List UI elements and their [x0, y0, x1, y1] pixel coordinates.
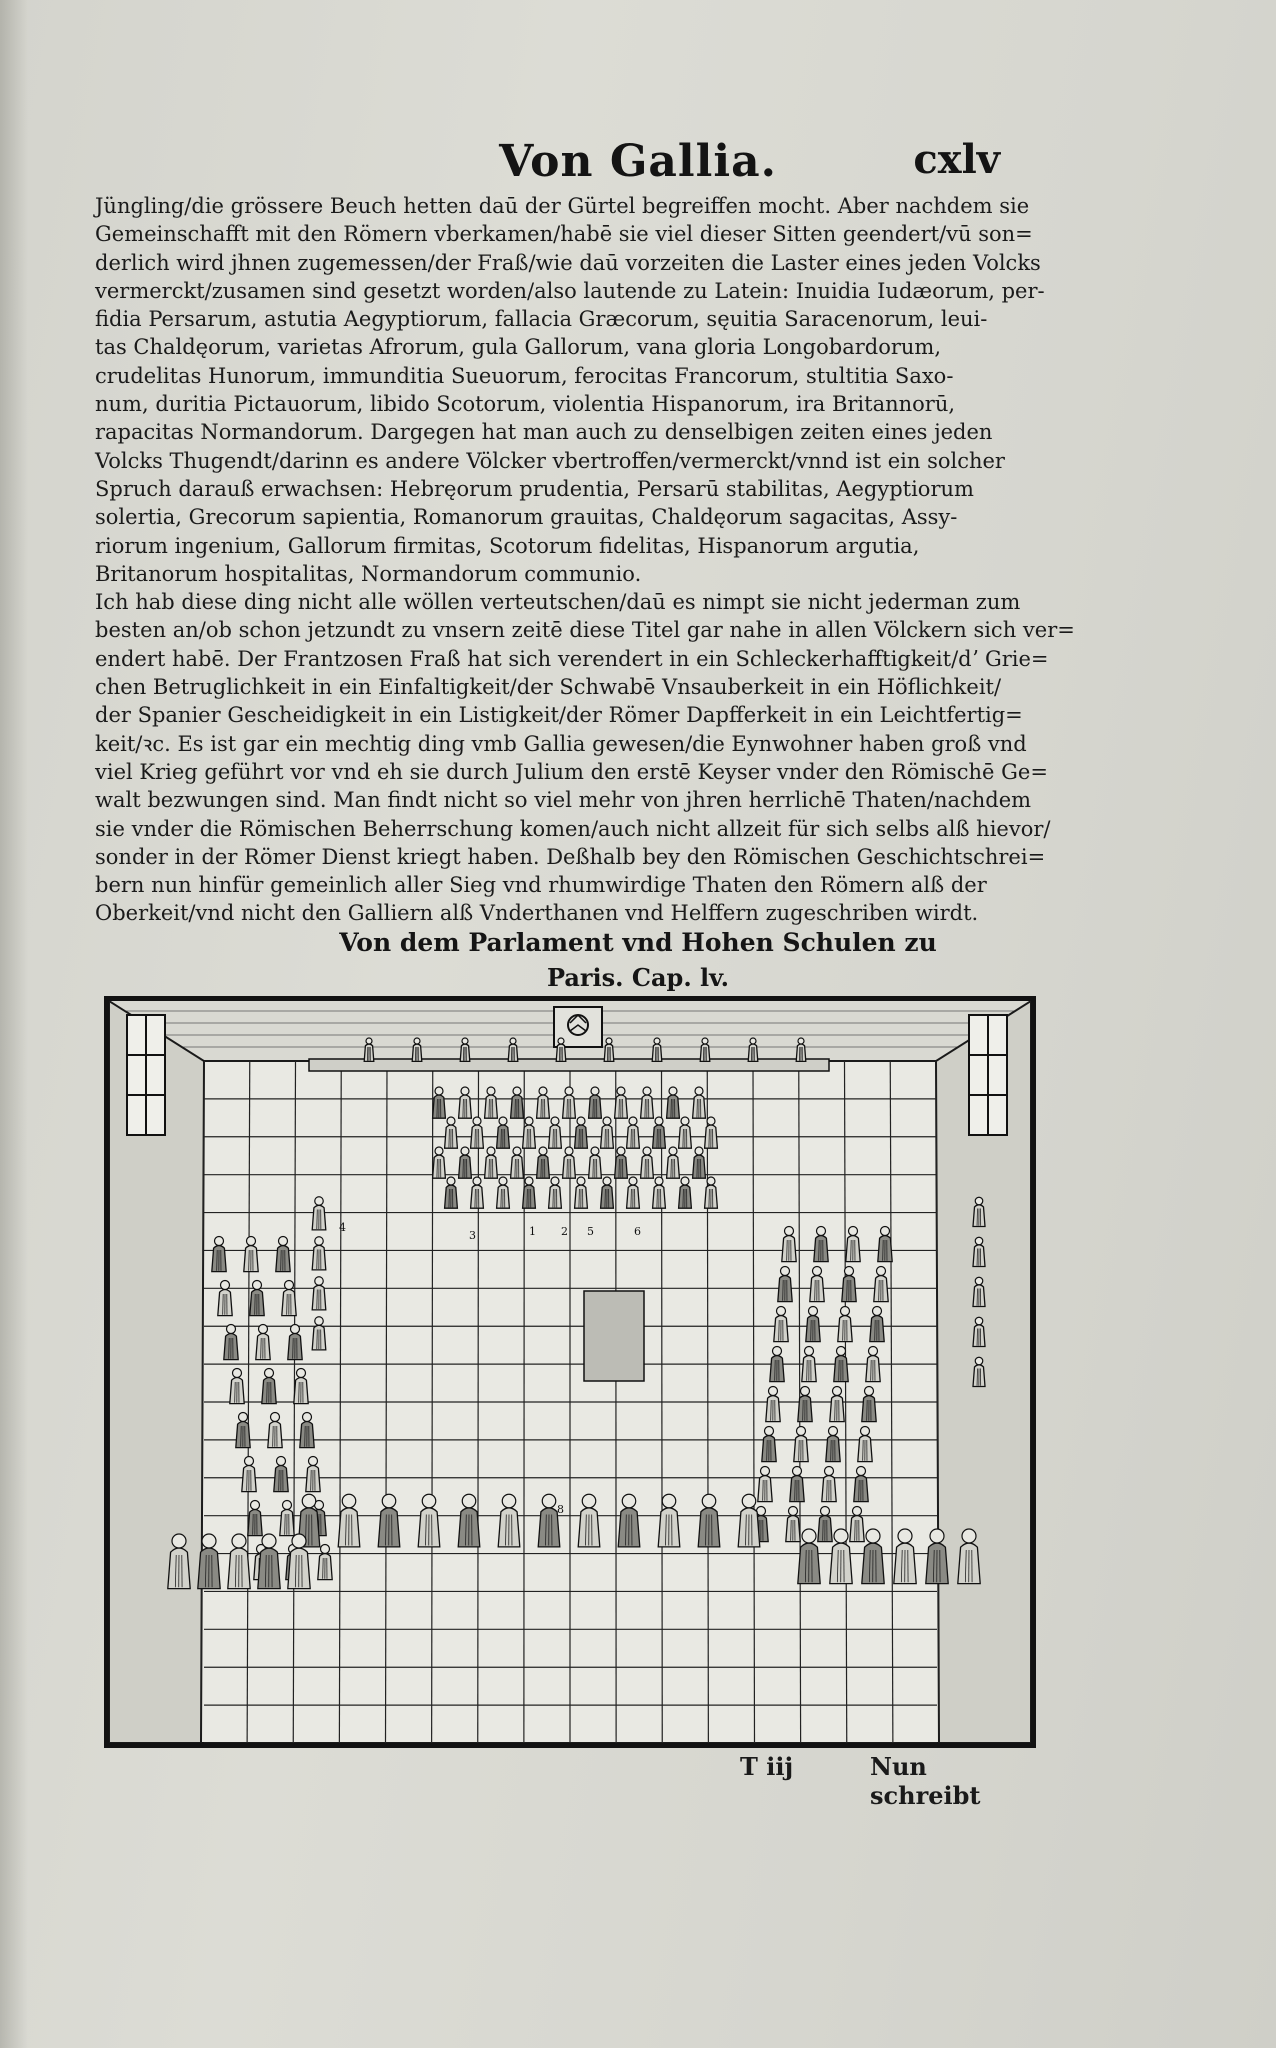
figure — [575, 1117, 588, 1148]
figure — [563, 1087, 576, 1118]
figure — [459, 1147, 472, 1178]
figure — [511, 1087, 524, 1118]
text-line: Gemeinschafft mit den Römern vberkamen/habē sie viel dieser Sitten geendert/vū son= — [95, 222, 1033, 247]
text-line: crudelitas Hunorum, immunditia Sueuorum, ferocitas Francorum, stultitia Saxo- — [95, 363, 954, 388]
figure — [537, 1147, 550, 1178]
floor-number-label: 5 — [587, 1225, 594, 1238]
figure — [679, 1177, 692, 1208]
text-line: keit/ꝛc. Es ist gar ein mechtig ding vmb Gallia gewesen/die Eynwohner haben groß vnd — [95, 731, 1027, 756]
figure — [262, 1369, 276, 1404]
text-line: bern nun hinfür gemeinlich aller Sieg vnd rhumwirdige Thaten den Römern alß der — [95, 873, 987, 898]
figure — [870, 1307, 884, 1342]
figure — [575, 1177, 588, 1208]
woodcut-illustration — [104, 996, 1036, 1748]
floor-number-label: 8 — [557, 1503, 564, 1516]
figure — [224, 1325, 238, 1360]
chapter-heading — [0, 928, 1276, 992]
figure — [627, 1177, 640, 1208]
figure — [862, 1387, 876, 1422]
folio-number: cxlv — [913, 136, 1000, 183]
figure — [866, 1347, 880, 1382]
figure — [798, 1387, 812, 1422]
figure — [485, 1087, 498, 1118]
text-line: fidia Persarum, astutia Aegyptiorum, fallacia Græcorum, sęuitia Saracenorum, leui- — [95, 307, 988, 332]
figure — [705, 1177, 718, 1208]
figure — [854, 1467, 868, 1502]
figure — [268, 1413, 282, 1448]
figure — [294, 1369, 308, 1404]
figure — [312, 1197, 326, 1230]
text-line: rapacitas Normandorum. Dargegen hat man auch zu denselbigen zeiten eines jeden — [95, 420, 993, 445]
figure — [627, 1117, 640, 1148]
figure — [653, 1177, 666, 1208]
figure — [826, 1427, 840, 1462]
figure — [838, 1307, 852, 1342]
figure — [364, 1038, 374, 1061]
figure — [858, 1427, 872, 1462]
figure — [236, 1413, 250, 1448]
window-left — [127, 1015, 165, 1135]
figure — [802, 1347, 816, 1382]
figure — [766, 1387, 780, 1422]
figure — [652, 1038, 662, 1061]
figure — [786, 1507, 800, 1542]
text-line: Oberkeit/vnd nicht den Galliern alß Vnderthanen vnd Helffern zugeschriben wirdt. — [95, 901, 979, 926]
floor-number-label: 4 — [339, 1221, 346, 1234]
figure — [850, 1507, 864, 1542]
figure — [834, 1347, 848, 1382]
figure — [693, 1087, 706, 1118]
figure — [537, 1087, 550, 1118]
figure — [256, 1325, 270, 1360]
figure — [312, 1317, 326, 1350]
clerk-table — [584, 1291, 644, 1381]
figure — [230, 1369, 244, 1404]
figure — [485, 1147, 498, 1178]
text-line: chen Betruglichkeit in ein Einfaltigkeit/der Schwabē Vnsauberkeit in ein Höflichkeit/ — [95, 675, 1002, 700]
figure — [806, 1307, 820, 1342]
figure — [604, 1038, 614, 1061]
figure — [276, 1237, 290, 1272]
figure — [822, 1467, 836, 1502]
floor-number-label: 6 — [634, 1225, 641, 1238]
text-line: der Spanier Gescheidigkeit in ein Listigkeit/der Römer Dapfferkeit in ein Leichtfertig= — [95, 703, 1023, 728]
text-line: viel Krieg geführt vor vnd eh sie durch Julium den erstē Keyser vnder den Römischē Ge= — [95, 759, 1048, 784]
figure — [589, 1147, 602, 1178]
figure — [523, 1117, 536, 1148]
figure — [242, 1457, 256, 1492]
figure — [460, 1038, 470, 1061]
figure — [794, 1427, 808, 1462]
figure — [248, 1501, 262, 1536]
figure — [641, 1087, 654, 1118]
text-line: Ich hab diese ding nicht alle wöllen verteutschen/daū es nimpt sie nicht jederman zum — [95, 590, 1021, 615]
figure — [218, 1281, 232, 1316]
figure — [563, 1147, 576, 1178]
figure — [778, 1267, 792, 1302]
figure — [810, 1267, 824, 1302]
figure — [667, 1147, 680, 1178]
figure — [973, 1357, 985, 1386]
text-line: num, duritia Pictauorum, libido Scotorum, violentia Hispanorum, ira Britannorū, — [95, 392, 956, 417]
figure — [705, 1117, 718, 1148]
running-title: Von Gallia. — [499, 136, 777, 187]
window-right — [969, 1015, 1007, 1135]
text-line: vermerckt/zusamen sind gesetzt worden/also lautende zu Latein: Inuidia Iudæorum, per- — [95, 278, 1045, 303]
text-line: besten an/ob schon jetzundt zu vnsern zeitē diese Titel gar nahe in allen Völckern sich ver= — [95, 618, 1075, 643]
figure — [790, 1467, 804, 1502]
figure — [641, 1147, 654, 1178]
body-text — [95, 192, 1075, 928]
figure — [511, 1147, 524, 1178]
chapter-heading-line2: Paris. Cap. lv. — [546, 963, 730, 992]
figure — [973, 1237, 985, 1266]
figure — [748, 1038, 758, 1061]
figure — [282, 1281, 296, 1316]
figure — [508, 1038, 518, 1061]
figure — [471, 1117, 484, 1148]
figure — [846, 1227, 860, 1262]
text-line: riorum ingenium, Gallorum firmitas, Scotorum fidelitas, Hispanorum argutia, — [95, 533, 920, 558]
text-line: walt bezwungen sind. Man findt nicht so viel mehr von jhren herrlichē Thaten/nachdem — [95, 788, 1032, 813]
figure — [280, 1501, 294, 1536]
signature-mark: T iij — [740, 1752, 794, 1781]
figure — [412, 1038, 422, 1061]
figure — [549, 1177, 562, 1208]
figure — [667, 1087, 680, 1118]
figure — [878, 1227, 892, 1262]
figure — [693, 1147, 706, 1178]
text-line: derlich wird jhnen zugemessen/der Fraß/wie daū vorzeiten die Laster eines jeden Volcks — [95, 250, 1041, 275]
figure — [679, 1117, 692, 1148]
text-line: sonder in der Römer Dienst kriegt haben. Deßhalb bey den Römischen Geschichtschrei= — [95, 844, 1046, 869]
figure — [288, 1325, 302, 1360]
figure — [874, 1267, 888, 1302]
figure — [700, 1038, 710, 1061]
floor-number-label: 2 — [561, 1225, 568, 1238]
figure — [497, 1117, 510, 1148]
figure — [549, 1117, 562, 1148]
figure — [318, 1545, 332, 1580]
page-edge-shadow — [0, 0, 28, 2048]
figure — [601, 1117, 614, 1148]
figure — [774, 1307, 788, 1342]
figure — [433, 1087, 446, 1118]
figure — [433, 1147, 446, 1178]
figure — [459, 1087, 472, 1118]
figure — [244, 1237, 258, 1272]
figure — [814, 1227, 828, 1262]
figure — [973, 1277, 985, 1306]
figure — [762, 1427, 776, 1462]
figure — [445, 1177, 458, 1208]
figure — [274, 1457, 288, 1492]
figure — [312, 1277, 326, 1310]
text-line: Volcks Thugendt/darinn es andere Völcker vbertroffen/vermerckt/vnnd ist ein solcher — [95, 448, 1005, 473]
figure — [842, 1267, 856, 1302]
chapter-heading-line1: Von dem Parlament vnd Hohen Schulen zu — [339, 928, 937, 957]
figure — [556, 1038, 566, 1061]
figure — [615, 1087, 628, 1118]
figure — [796, 1038, 806, 1061]
text-line: Britanorum hospitalitas, Normandorum communio. — [95, 561, 642, 586]
text-line: Spruch darauß erwachsen: Hebręorum prudentia, Persarū stabilitas, Aegyptiorum — [95, 476, 974, 501]
figure — [653, 1117, 666, 1148]
text-line: solertia, Grecorum sapientia, Romanorum grauitas, Chaldęorum sagacitas, Assy- — [95, 505, 958, 530]
text-line: tas Chaldęorum, varietas Afrorum, gula Gallorum, vana gloria Longobardorum, — [95, 335, 942, 360]
figure — [830, 1387, 844, 1422]
figure — [312, 1237, 326, 1270]
figure — [250, 1281, 264, 1316]
figure — [212, 1237, 226, 1272]
figure — [445, 1117, 458, 1148]
text-line: sie vnder die Römischen Beherrschung komen/auch nicht allzeit für sich selbs alß hievor/ — [95, 816, 1051, 841]
figure — [306, 1457, 320, 1492]
figure — [471, 1177, 484, 1208]
figure — [589, 1087, 602, 1118]
figure — [973, 1317, 985, 1346]
figure — [818, 1507, 832, 1542]
figure — [497, 1177, 510, 1208]
text-line: Jüngling/die grössere Beuch hetten daū der Gürtel begreiffen mocht. Aber nachdem sie — [95, 194, 1030, 218]
figure — [758, 1467, 772, 1502]
figure — [782, 1227, 796, 1262]
figure — [601, 1177, 614, 1208]
figure — [615, 1147, 628, 1178]
figure — [770, 1347, 784, 1382]
parliament-hall-scene — [109, 1001, 1031, 1743]
figure — [300, 1413, 314, 1448]
floor-number-label: 1 — [529, 1225, 536, 1238]
text-line: endert habē. Der Frantzosen Fraß hat sich verendert in ein Schleckerhafftigkeit/dʼ Grie= — [95, 646, 1049, 671]
floor-number-label: 3 — [469, 1229, 476, 1242]
figure — [973, 1197, 985, 1226]
catchword: Nun schreibt — [870, 1752, 981, 1810]
figure — [523, 1177, 536, 1208]
